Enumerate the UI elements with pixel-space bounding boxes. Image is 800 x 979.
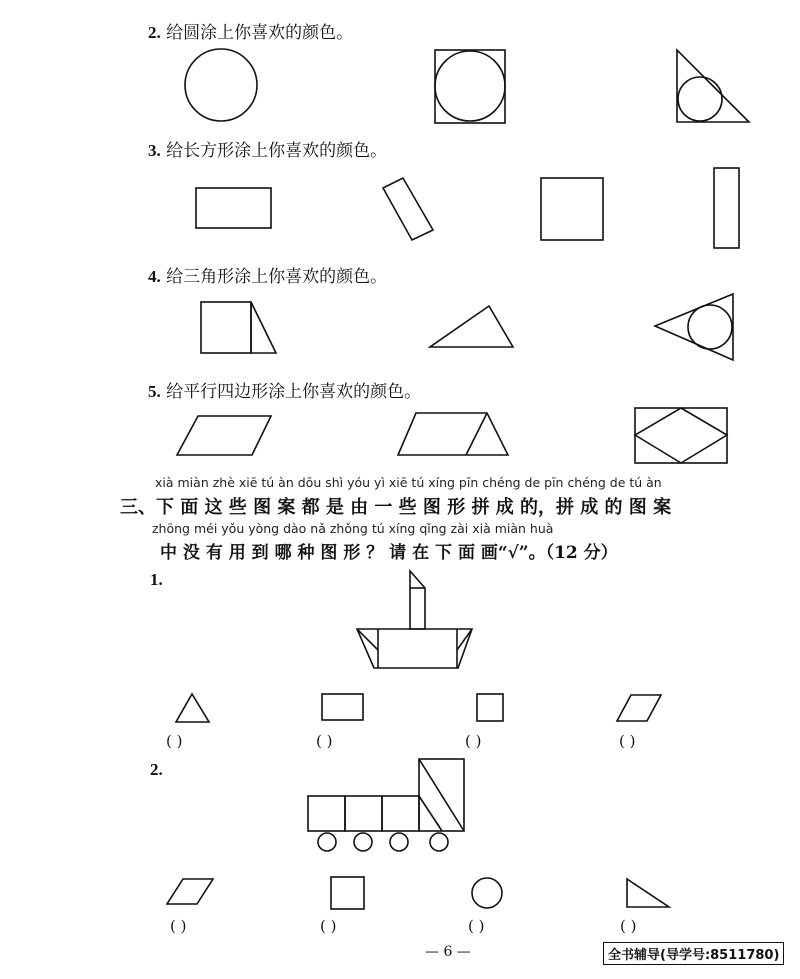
section-title-line-2: 中 没 有 用 到 哪 种 图 形 ？ 请 在 下 面 画“√”。（12 分） [160, 543, 618, 563]
option-circle [472, 878, 502, 908]
answer-blank-circle[interactable]: ( ) [468, 917, 485, 935]
question-text: 给长方形涂上你喜欢的颜色。 [166, 141, 388, 161]
wheel-2 [354, 833, 372, 851]
page-number: — 6 — [425, 944, 471, 960]
train-car-2 [345, 796, 382, 831]
answer-blank-triangle-2[interactable]: ( ) [620, 917, 637, 935]
question-number: 3. [148, 141, 161, 160]
option-parallelogram [167, 879, 213, 904]
answer-blank-square[interactable]: ( ) [465, 732, 482, 750]
cab-diagonal [419, 759, 464, 831]
wheel-4 [430, 833, 448, 851]
option-right-triangle [627, 879, 669, 907]
answer-blank-parallelogram-2[interactable]: ( ) [170, 917, 187, 935]
guide-code-box: 全书辅导(导学号:8511780) [603, 942, 784, 965]
wheel-3 [390, 833, 408, 851]
pinyin-line-1: xià miàn zhè xiē tú àn dōu shì yóu yì xiē tú xíng pīn chéng de pīn chéng de tú àn [155, 475, 662, 490]
answer-blank-triangle[interactable]: ( ) [166, 732, 183, 750]
cab-diagonal-2 [419, 796, 442, 831]
section-title-line-1: 三、下 面 这 些 图 案 都 是 由 一 些 图 形 拼 成 的，拼 成 的 图 案 [120, 497, 672, 518]
wheel-1 [318, 833, 336, 851]
train-car-3 [382, 796, 419, 831]
pinyin-line-2: zhōng méi yǒu yòng dào nǎ zhǒng tú xíng qǐng zài xià miàn huà [152, 521, 554, 536]
question-number: 2. [148, 23, 161, 42]
subquestion-2-number: 2. [150, 760, 163, 779]
subquestion-1-number: 1. [150, 570, 163, 589]
question-text: 给三角形涂上你喜欢的颜色。 [166, 267, 388, 287]
question-number: 5. [148, 382, 161, 401]
answer-blank-square-2[interactable]: ( ) [320, 917, 337, 935]
question-text: 给平行四边形涂上你喜欢的颜色。 [166, 382, 422, 402]
option-square [331, 877, 364, 909]
train-car-1 [308, 796, 345, 831]
question-number: 4. [148, 267, 161, 286]
answer-blank-rectangle[interactable]: ( ) [316, 732, 333, 750]
question-text: 给圆涂上你喜欢的颜色。 [166, 23, 354, 43]
answer-blank-parallelogram[interactable]: ( ) [619, 732, 636, 750]
